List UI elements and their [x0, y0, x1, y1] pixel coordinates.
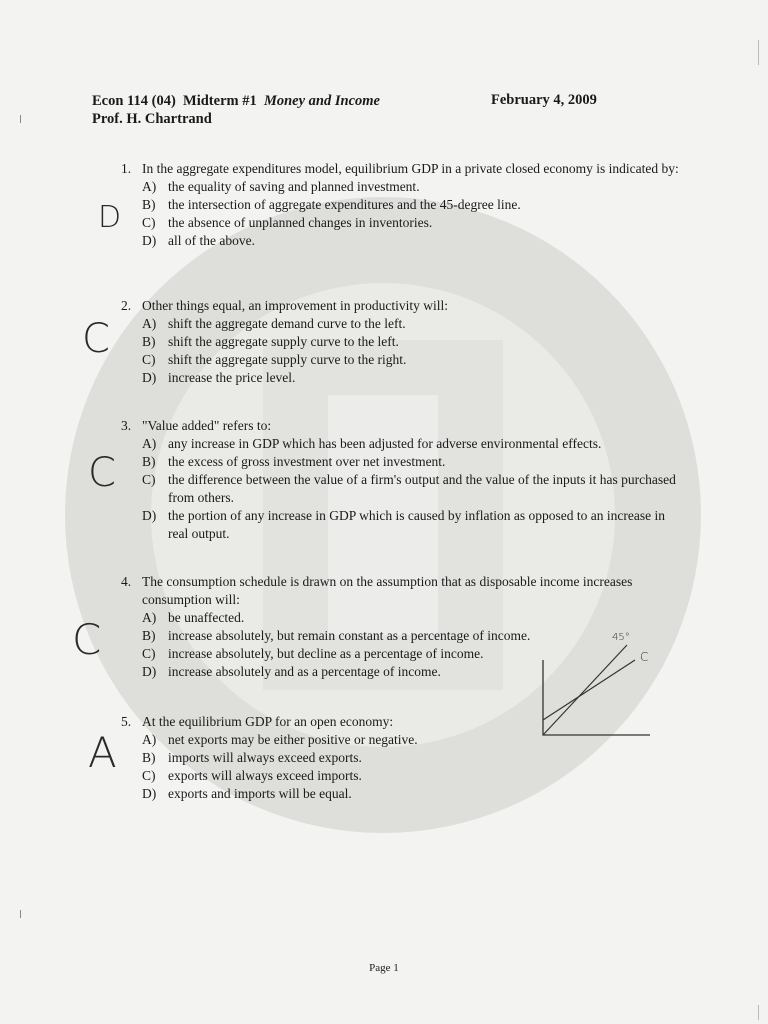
option-d: D) all of the above. — [142, 233, 255, 248]
option-c: C) increase absolutely, but decline as a percentage of income. — [142, 646, 484, 661]
option-a: A) be unaffected. — [142, 610, 245, 625]
question-3 — [121, 417, 681, 543]
option-a: A) the equality of saving and planned investment. — [142, 179, 420, 194]
professor-name: Prof. H. Chartrand — [92, 111, 212, 127]
handwritten-answer-1: D — [98, 200, 122, 235]
option-b: B) increase absolutely, but remain constant as a percentage of income. — [142, 628, 531, 643]
option-c: C) shift the aggregate supply curve to the right. — [142, 352, 407, 367]
question-number: 4. — [121, 574, 132, 589]
question-text: At the equilibrium GDP for an open economy: — [142, 714, 394, 729]
question-text: Other things equal, an improvement in productivity will: — [142, 298, 448, 313]
option-d: D) exports and imports will be equal. — [142, 786, 352, 801]
question-text: "Value added" refers to: — [142, 418, 272, 433]
option-b: B) the intersection of aggregate expenditures and the 45-degree line. — [142, 197, 521, 212]
option-b: B) imports will always exceed exports. — [142, 750, 362, 765]
sketch-curve-label: C — [640, 650, 649, 664]
question-text: In the aggregate expenditures model, equilibrium GDP in a private closed economy is indicated by: — [142, 161, 679, 176]
exam-date: February 4, 2009 — [491, 92, 597, 108]
scan-artifact — [758, 40, 759, 65]
handwritten-answer-3: C — [88, 450, 116, 496]
question-text: The consumption schedule is drawn on the assumption that as disposable income increases consumption will: — [142, 574, 633, 607]
option-b: B) the excess of gross investment over net investment. — [142, 454, 446, 469]
handwritten-answer-4: C — [72, 615, 102, 664]
option-c: C) the absence of unplanned changes in inventories. — [142, 215, 433, 230]
question-number: 2. — [121, 298, 132, 313]
course-code: Econ 114 (04) — [92, 93, 176, 109]
question-number: 1. — [121, 161, 132, 176]
option-a: A) net exports may be either positive or negative. — [142, 732, 418, 747]
handwritten-answer-2: C — [82, 316, 110, 362]
scan-artifact — [20, 115, 21, 123]
exam-topic: Money and Income — [263, 93, 380, 109]
handwritten-answer-5: A — [88, 728, 117, 777]
option-d: D) increase the price level. — [142, 370, 296, 385]
scan-artifact — [20, 910, 21, 918]
question-number: 3. — [121, 418, 132, 433]
exam-header — [92, 92, 380, 128]
option-c: C) the difference between the value of a firm's output and the value of the inputs it has purchased from others. — [142, 472, 676, 505]
option-d: D) the portion of any increase in GDP which is caused by inflation as opposed to an increase in real output. — [142, 508, 665, 541]
option-b: B) shift the aggregate supply curve to the left. — [142, 334, 399, 349]
scan-artifact — [758, 1005, 759, 1020]
option-d: D) increase absolutely and as a percentage of income. — [142, 664, 441, 679]
question-1 — [121, 160, 681, 250]
question-5 — [121, 713, 681, 803]
exam-name: Midterm #1 — [183, 93, 257, 109]
question-2 — [121, 297, 681, 387]
option-c: C) exports will always exceed imports. — [142, 768, 362, 783]
option-a: A) shift the aggregate demand curve to the left. — [142, 316, 406, 331]
sketch-angle-label: 45° — [612, 632, 630, 643]
page-number: Page 1 — [369, 962, 399, 974]
question-number: 5. — [121, 714, 132, 729]
option-a: A) any increase in GDP which has been adjusted for adverse environmental effects. — [142, 436, 602, 451]
